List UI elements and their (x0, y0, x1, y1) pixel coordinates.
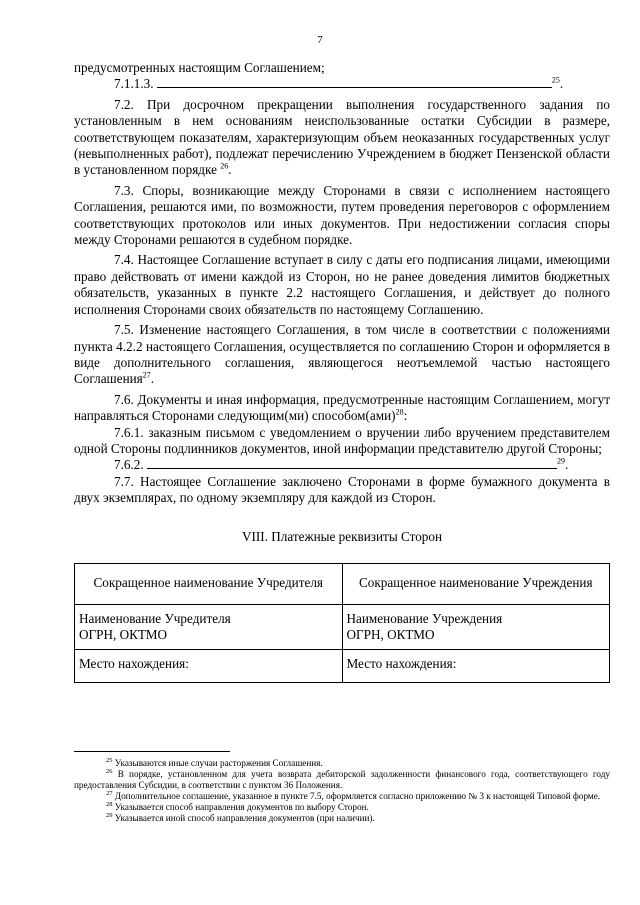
document-body (74, 60, 610, 683)
institution-location-cell: Место нахождения: (342, 649, 610, 682)
paragraph-7-7: 7.7. Настоящее Соглашение заключено Сторонами в форме бумажного документа в двух экземплярах, по одному экземпляру для каждой из Сторон. (74, 473, 610, 506)
clause-number: 7.1.1.3. (114, 76, 154, 92)
footnote: $^{25}$ Указываются иные случаи расторжения Соглашения. (106, 756, 323, 768)
blank-line (147, 457, 557, 469)
footnote-ref: 29 (556, 456, 565, 466)
table-header-row (75, 563, 610, 604)
footnote-separator (74, 751, 230, 752)
header-institution: Сокращенное наименование Учреждения (342, 563, 610, 604)
paragraph-7-4: 7.4. Настоящее Соглашение вступает в силу с даты его подписания лицами, имеющими право действовать от имени каждой из Сторон, но не ранее доведения лимитов бюджетных обязательств, указанных в пункте 2.2 настоящего Соглашения, и действует до полного исполнения Сторонами своих обязательств по настоящему Соглашению. (74, 252, 610, 317)
footnote: $^{26}$ В порядке, установленном для учета возврата дебиторской задолженности финансового года, соответствующего году предоставления Субсидии, в соответствии с пунктом 36 Положения. (74, 767, 611, 790)
paragraph-7-6-1: 7.6.1. заказным письмом с уведомлением о вручении либо вручением представителем одной Стороны подлинников документов, иной информации представителю другой Стороны; (74, 424, 610, 456)
paragraph-7-3: 7.3. Споры, возникающие между Сторонами в связи с исполнением настоящего Соглашения, решаются ими, по возможности, путем проведения переговоров с оформлением соответствующих протоколов или иных документов. При недостижении согласия споры между Сторонами решаются в судебном порядке. (74, 182, 610, 248)
founder-location-cell: Место нахождения: (75, 649, 343, 682)
clause-number: 7.6.2. (114, 457, 144, 473)
section-title: VIII. Платежные реквизиты Сторон (241, 528, 443, 544)
paragraph-7-6: 7.6. Документы и иная информация, предусмотренные настоящим Соглашением, могут направляться Сторонами следующим(ми) способом(ами)$^{28}$: (74, 391, 610, 424)
payment-details-table (74, 563, 610, 683)
founder-name-cell: Наименование Учредителя ОГРН, ОКТМО (75, 604, 343, 649)
paragraph-7-5: 7.5. Изменение настоящего Соглашения, в том числе в соответствии с положениями пункта 4.2.2 настоящего Соглашения, осуществляется по соглашению Сторон и оформляется в виде дополнительного соглашения, являющегося неотъемлемой частью настоящего Соглашения$^{27}$. (74, 322, 610, 387)
paragraph-7-2: 7.2. При досрочном прекращении выполнения государственного задания по установленным в нем основаниям неиспользованные остатки Субсидии в размере, соответствующем показателям, характеризующим объем неоказанных государственных услуг (невыполненных работ), подлежат перечислению Учреждением в бюджет Пензенской области в установленном порядке $^{26}$. (74, 96, 610, 178)
paragraph-continuation: предусмотренных настоящим Соглашением; (74, 60, 325, 75)
footnote-ref: 25 (551, 76, 560, 86)
footnote: $^{27}$ Дополнительное соглашение, указанное в пункте 7.5, оформляется согласно приложению № 3 к настоящей Типовой форме. (106, 789, 601, 801)
header-founder: Сокращенное наименование Учредителя (75, 563, 343, 604)
footnote: $^{29}$ Указывается иной способ направления документов (при наличии). (106, 811, 375, 823)
table-row (75, 649, 610, 682)
blank-line (157, 76, 552, 88)
institution-name-cell: Наименование Учреждения ОГРН, ОКТМО (342, 604, 610, 649)
page-number: 7 (317, 34, 323, 46)
paragraph-7-1-1-3: 7.1.1.3. $^{25}$. (114, 76, 564, 92)
footnote-ref: 26 (220, 162, 229, 172)
footnote: $^{28}$ Указывается способ направления документов по выбору Сторон. (106, 800, 369, 812)
footnote-ref: 27 (142, 370, 151, 380)
footnote-ref: 28 (395, 407, 404, 417)
footnotes (74, 758, 610, 824)
table-row (75, 604, 610, 649)
paragraph-7-6-2: 7.6.2. $^{29}$. (114, 456, 569, 473)
